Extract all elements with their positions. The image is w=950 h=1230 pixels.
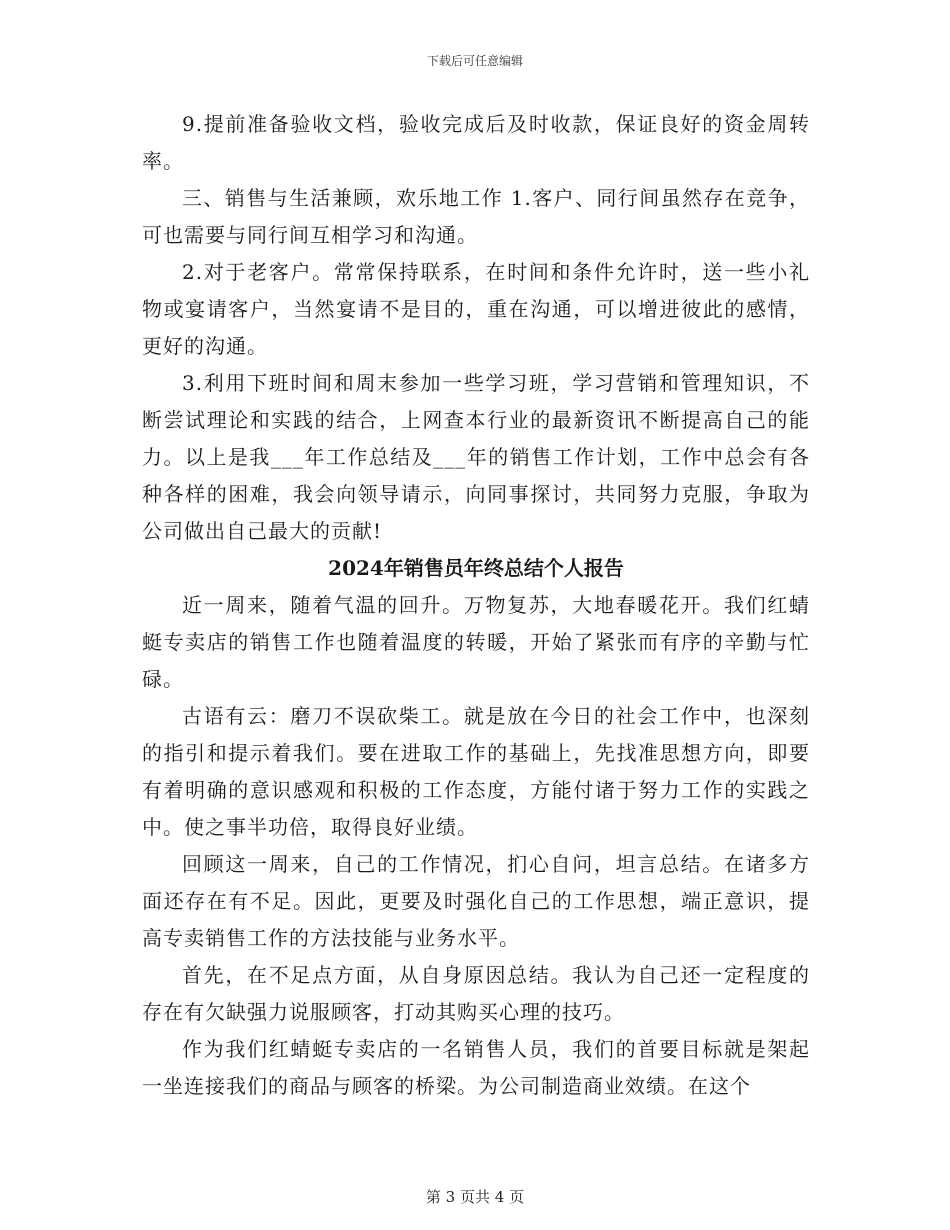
paragraph-role: 作为我们红蜻蜓专卖店的一名销售人员，我们的首要目标就是架起一坐连接我们的商品与顾客的桥梁。为公司制造商业效绩。在这个	[142, 1037, 810, 1098]
paragraph-review: 回顾这一周来，自己的工作情况，扪心自问，坦言总结。在诸多方面还存在有不足。因此，更要及时强化自己的工作思想，端正意识，提高专卖销售工作的方法技能与业务水平。	[142, 852, 810, 950]
paragraph-shortcomings: 首先，在不足点方面，从自身原因总结。我认为自己还一定程度的存在有欠缺强力说服顾客，打动其购买心理的技巧。	[142, 963, 810, 1024]
paragraph-item-2: 2.对于老客户。常常保持联系，在时间和条件允许时，送一些小礼物或宴请客户，当然宴请不是目的，重在沟通，可以增进彼此的感情，更好的沟通。	[142, 260, 810, 358]
paragraph-item-9: 9.提前准备验收文档，验收完成后及时收款，保证良好的资金周转率。	[142, 112, 810, 173]
paragraph-proverb: 古语有云：磨刀不误砍柴工。就是放在今日的社会工作中，也深刻的指引和提示着我们。要在进取工作的基础上，先找准思想方向，即要有着明确的意识感观和积极的工作态度，方能付诸于努力工作的实践之中。使之事半功倍，取得良好业绩。	[142, 704, 810, 839]
report-title: 2024年销售员年终总结个人报告	[328, 556, 624, 580]
page-footer: 第 3 页共 4 页	[425, 1188, 525, 1206]
paragraph-item-3: 3.利用下班时间和周末参加一些学习班，学习营销和管理知识，不断尝试理论和实践的结合，上网查本行业的最新资讯不断提高自己的能力。以上是我___年工作总结及___年的销售工作计划，工作中总会有各种各样的困难，我会向领导请示，向同事探讨，共同努力克服，争取为公司做出自己最大的贡献!	[142, 371, 810, 543]
paragraph-section-three: 三、销售与生活兼顾，欢乐地工作 1.客户、同行间虽然存在竞争，可也需要与同行间互相学习和沟通。	[142, 186, 810, 247]
paragraph-intro: 近一周来，随着气温的回升。万物复苏，大地春暖花开。我们红蜻蜓专卖店的销售工作也随着温度的转暖，开始了紧张而有序的辛勤与忙碌。	[142, 593, 810, 691]
page-header: 下载后可任意编辑	[426, 54, 523, 68]
document-body	[142, 106, 810, 1105]
